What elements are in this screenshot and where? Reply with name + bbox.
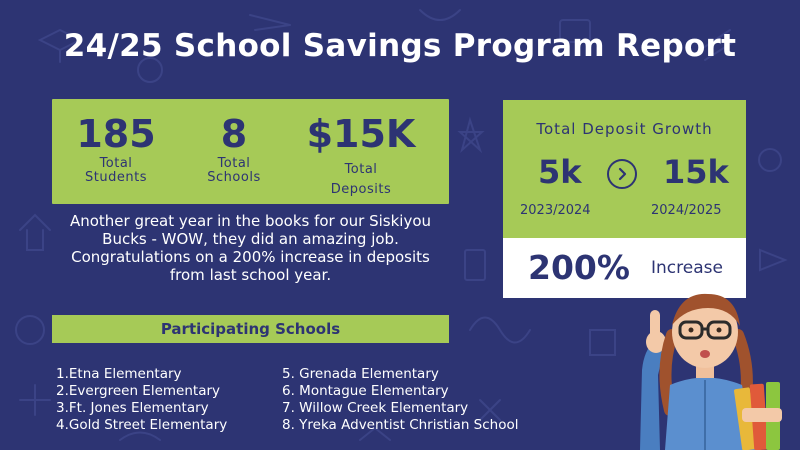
stat-total-schools xyxy=(200,111,268,185)
school-item: 7. Willow Creek Elementary xyxy=(282,400,469,416)
stat-value: 8 xyxy=(220,112,248,156)
growth-to-value: 15k xyxy=(663,153,729,191)
school-item: 5. Grenada Elementary xyxy=(282,366,439,382)
school-item: 3.Ft. Jones Elementary xyxy=(56,400,209,416)
deposit-growth-panel xyxy=(503,100,746,238)
stat-label: Schools xyxy=(207,170,261,185)
stat-label: Deposits xyxy=(330,182,392,197)
stat-label: Total xyxy=(344,162,378,177)
school-item: 2.Evergreen Elementary xyxy=(56,383,221,399)
chevron-right-icon xyxy=(607,159,637,189)
school-item: 8. Yreka Adventist Christian School xyxy=(282,417,519,433)
school-list-right xyxy=(282,366,519,434)
growth-from-value: 5k xyxy=(538,153,582,191)
girl-with-books-illustration xyxy=(620,280,800,450)
stat-label: Total xyxy=(99,156,133,171)
growth-to-year: 2024/2025 xyxy=(651,203,722,218)
school-item: 4.Gold Street Elementary xyxy=(56,417,228,433)
stat-label: Students xyxy=(85,170,147,185)
stat-label: Total xyxy=(217,156,251,171)
increase-label: Increase xyxy=(651,258,723,278)
stat-total-students xyxy=(76,111,156,185)
stat-value: $15K xyxy=(306,112,416,156)
growth-from-year: 2023/2024 xyxy=(520,203,591,218)
school-item: 1.Etna Elementary xyxy=(56,366,182,382)
school-list-left xyxy=(56,366,227,434)
school-item: 6. Montague Elementary xyxy=(282,383,449,399)
participating-schools-heading: Participating Schools xyxy=(52,315,449,343)
summary-stats-panel xyxy=(52,99,449,204)
stat-total-deposits xyxy=(305,111,417,197)
stat-value: 185 xyxy=(76,112,156,156)
increase-value: 200% xyxy=(528,248,630,287)
growth-title: Total Deposit Growth xyxy=(536,120,713,138)
page-title: 24/25 School Savings Program Report xyxy=(63,28,737,64)
summary-paragraph: Another great year in the books for our Siskiyou Bucks - WOW, they did an amazing job. Congratulations on a 200% increase in deposits from last school year. xyxy=(69,212,432,284)
